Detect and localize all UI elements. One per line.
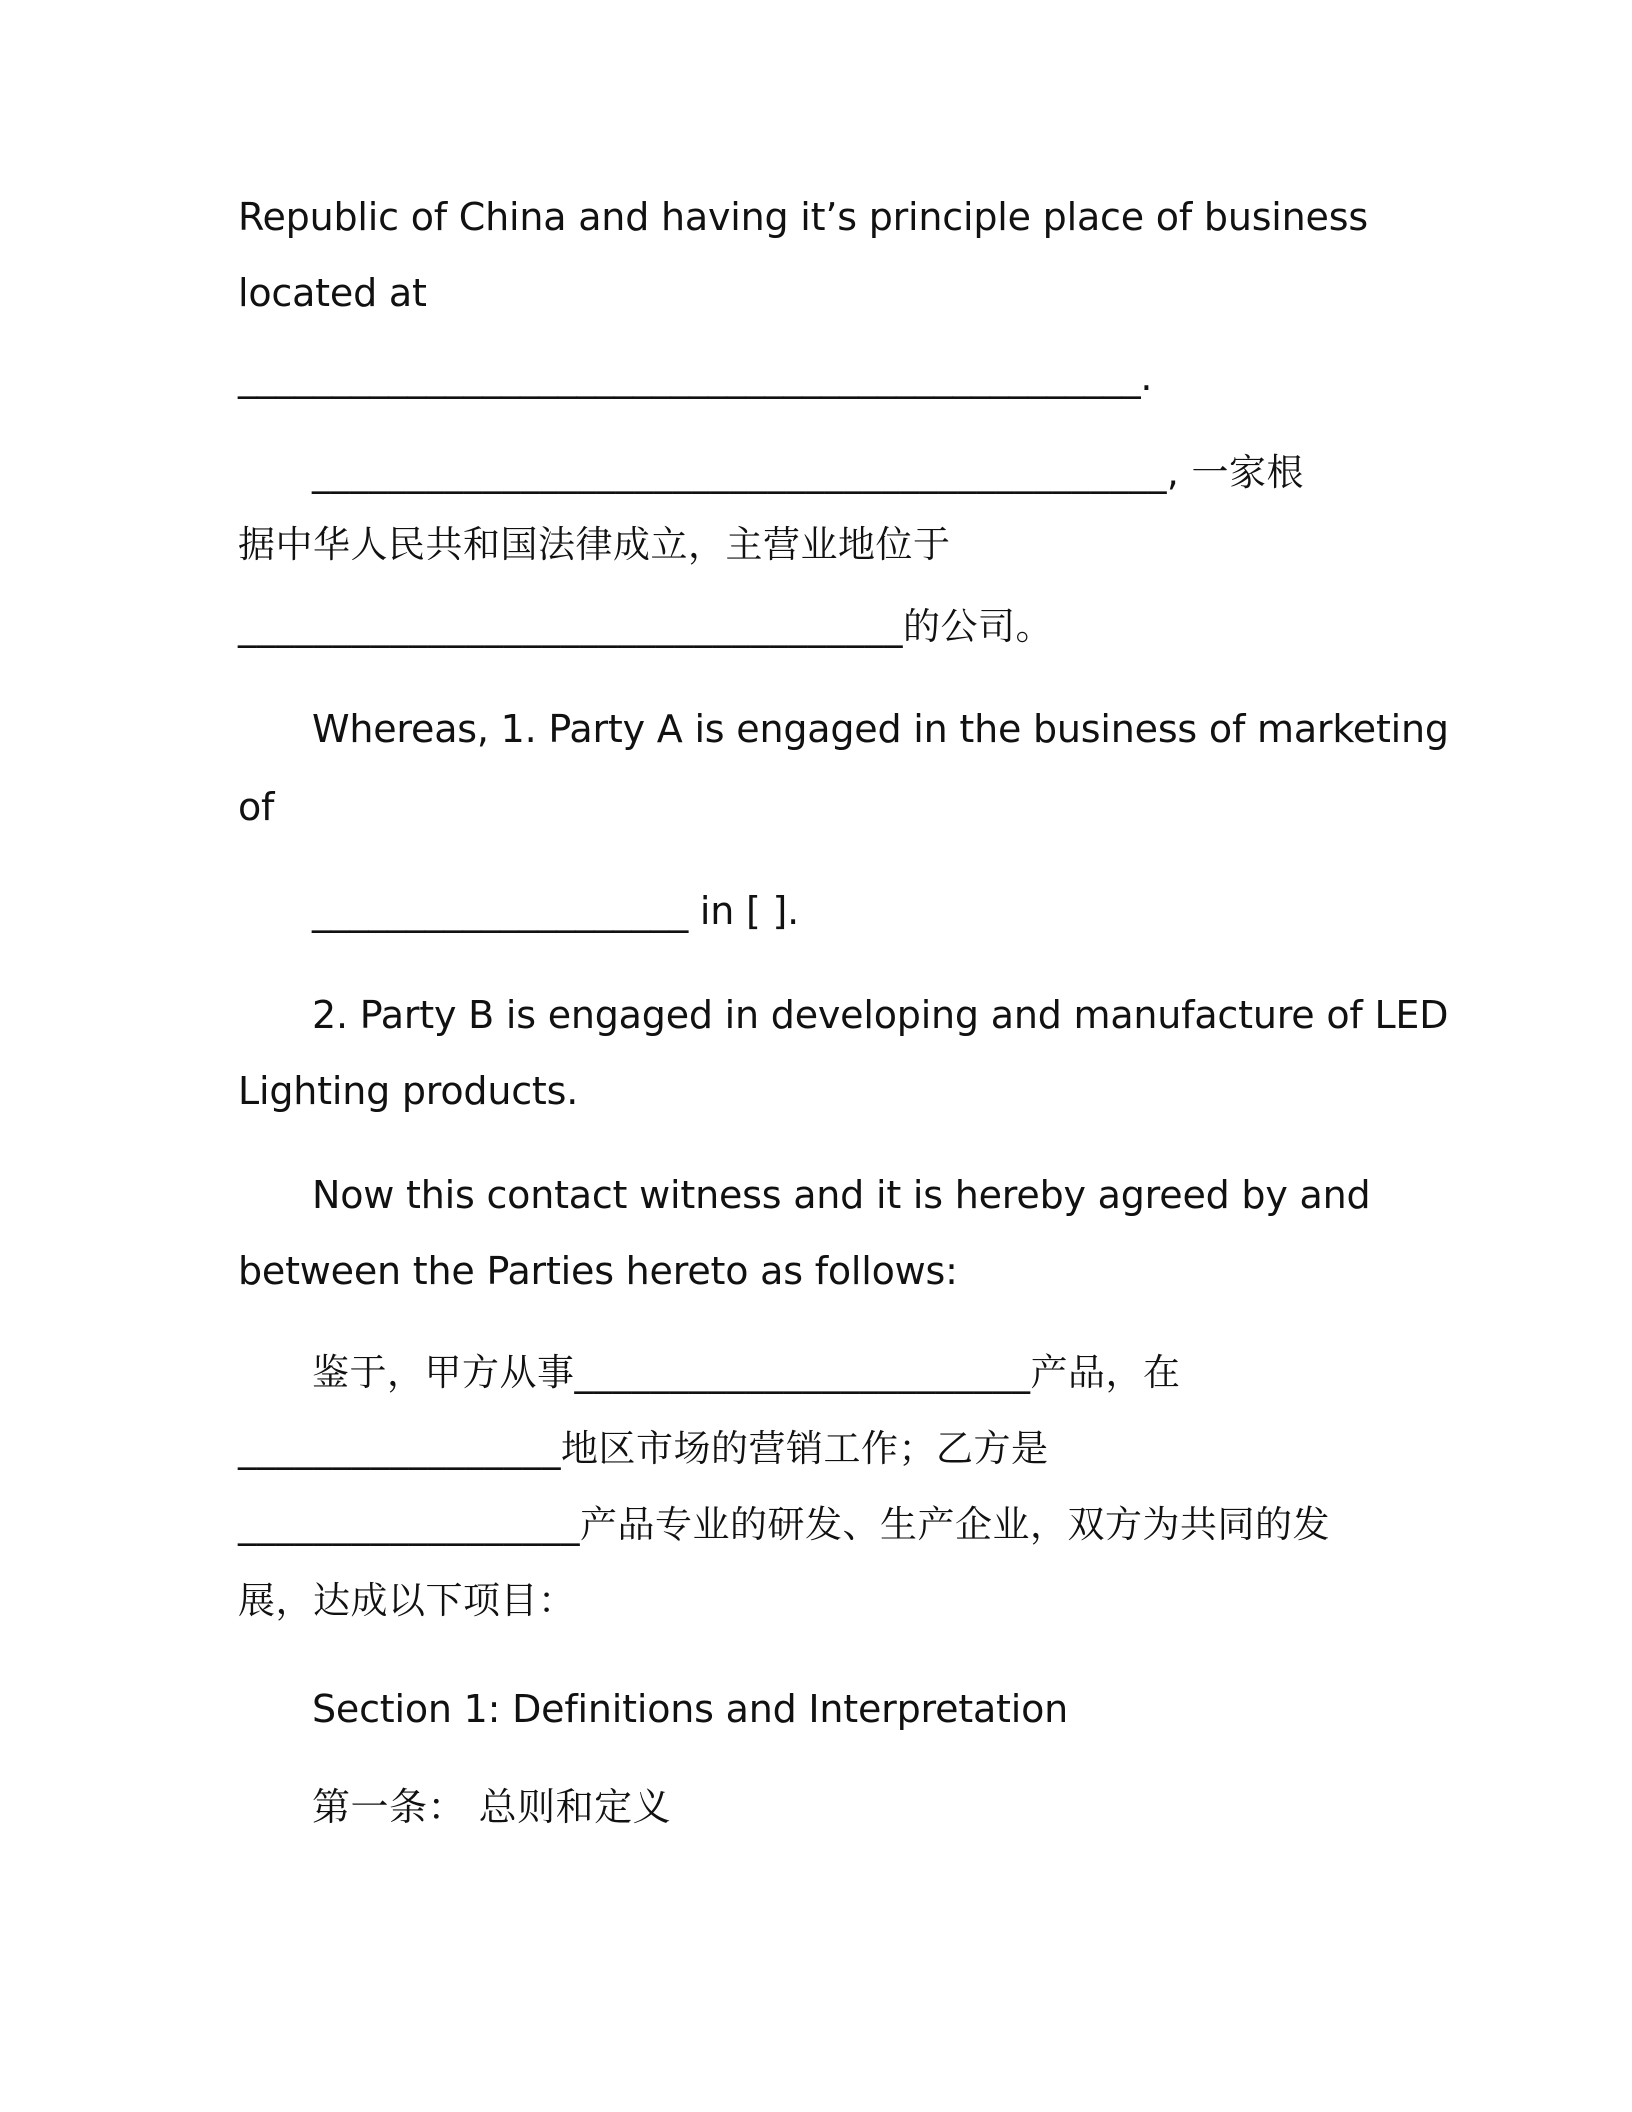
paragraph-line: Now this contact witness and it is hereby agreed by and xyxy=(312,1173,1371,1217)
paragraph-line: 展，达成以下项目： xyxy=(238,1579,576,1622)
paragraph-line: Whereas, 1. Party A is engaged in the business of marketing xyxy=(312,707,1449,751)
paragraph-line: _________________地区市场的营销工作；乙方是 xyxy=(238,1427,1049,1470)
paragraph-line: _____________________________________________, 一家根 xyxy=(312,451,1305,494)
paragraph-line: located at xyxy=(238,271,427,315)
paragraph-line: ___________________________________的公司。 xyxy=(238,605,1053,648)
paragraph-line: of xyxy=(238,785,275,829)
paragraph-line: __________________产品专业的研发、生产企业，双方为共同的发 xyxy=(238,1503,1330,1546)
paragraph-line: Lighting products. xyxy=(238,1069,579,1113)
paragraph-line: Republic of China and having it’s principle place of business xyxy=(238,195,1368,239)
paragraph-line: 据中华人民共和国法律成立，主营业地位于 xyxy=(238,523,951,566)
paragraph-line: 2. Party B is engaged in developing and manufacture of LED xyxy=(312,993,1449,1037)
section-heading-cn: 第一条： 总则和定义 xyxy=(312,1785,672,1829)
paragraph-line: ____________________ in [ ]. xyxy=(312,889,800,933)
paragraph-line: between the Parties hereto as follows: xyxy=(238,1249,958,1293)
section-heading: Section 1: Definitions and Interpretation xyxy=(312,1687,1069,1731)
paragraph-line: 鉴于，甲方从事________________________产品，在 xyxy=(312,1351,1181,1394)
blank-fill-line: ________________________________________________. xyxy=(238,355,1153,399)
